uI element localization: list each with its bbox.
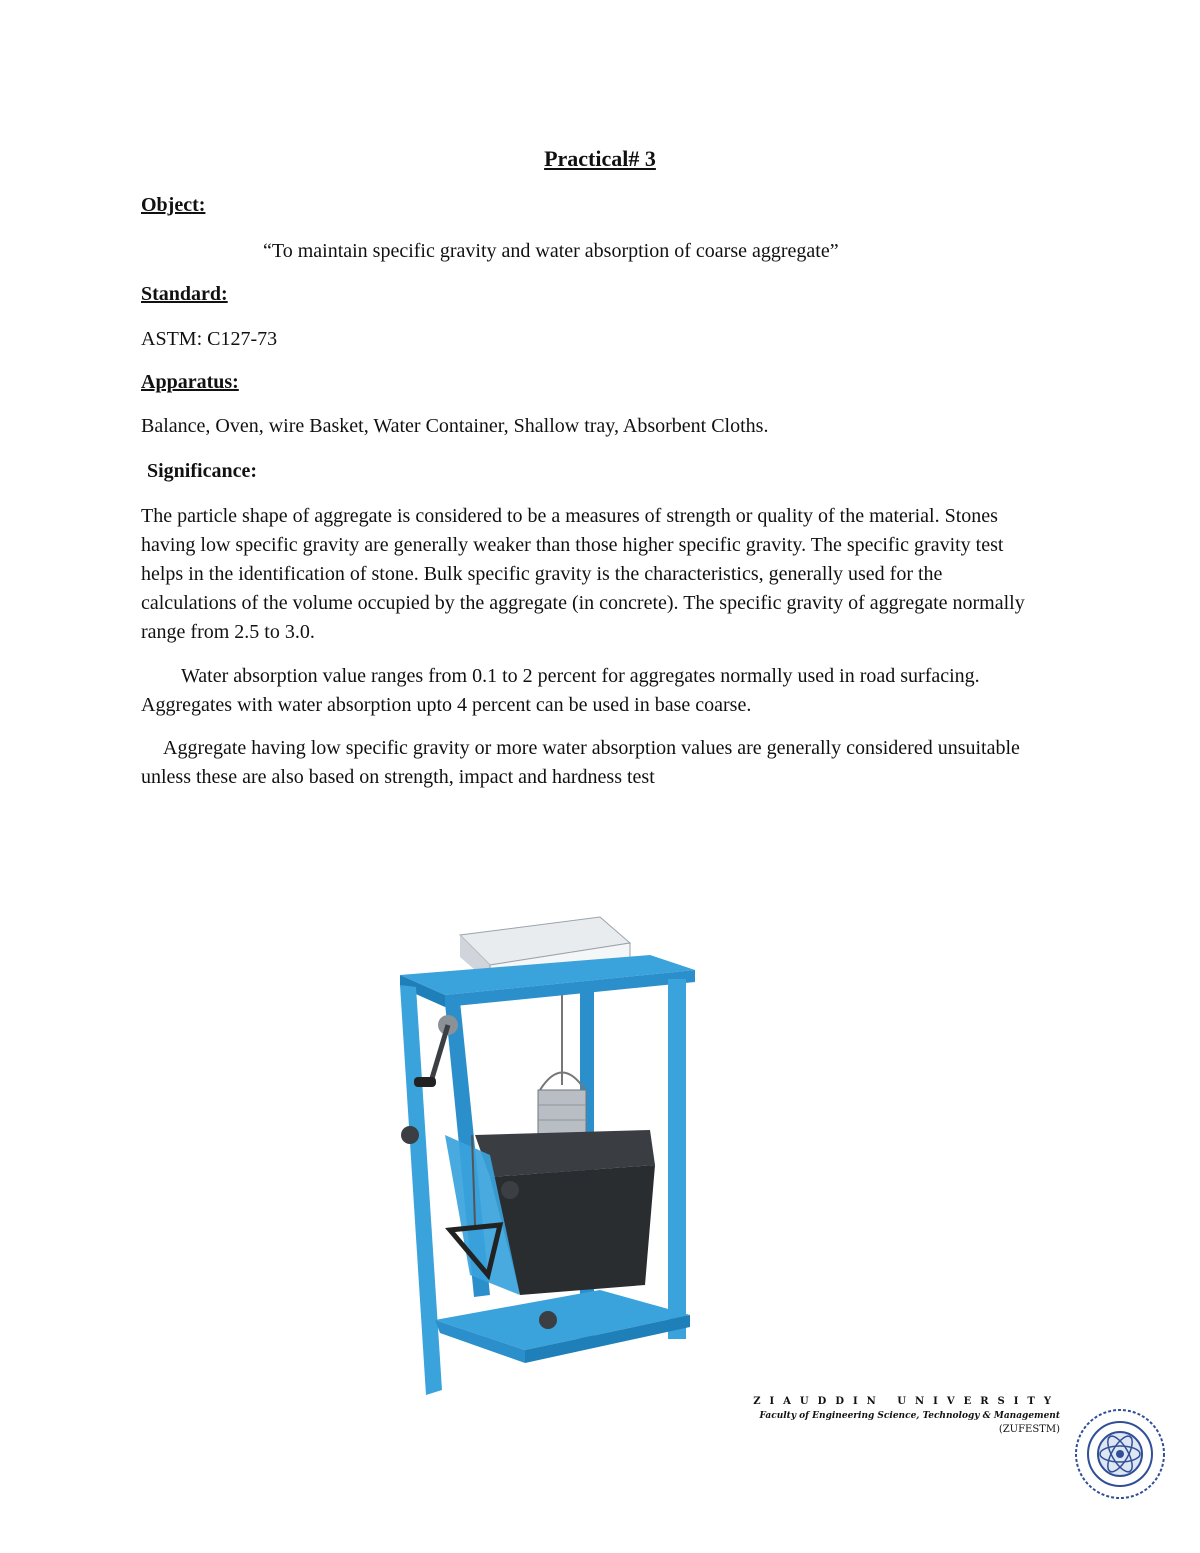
- standard-heading: Standard:: [141, 283, 228, 305]
- object-heading: Object:: [141, 194, 206, 216]
- frame-front-right-leg: [668, 979, 686, 1339]
- apparatus-text: Balance, Oven, wire Basket, Water Container, Shallow tray, Absorbent Cloths.: [141, 415, 769, 437]
- paragraph-text: Water absorption value ranges from 0.1 to 2 percent for aggregates normally used in road surfacing. Aggregates with water absorption upto 4 percent can be used in base coarse.: [141, 665, 980, 716]
- apparatus-heading: Apparatus:: [141, 371, 239, 393]
- significance-heading: Significance:: [147, 460, 257, 482]
- frame-left-leg: [400, 985, 442, 1395]
- paragraph-text: Aggregate having low specific gravity or more water absorption values are generally considered unsuitable unless these are also based on strength, impact and hardness test: [141, 737, 1020, 788]
- crank-handle: [414, 1077, 436, 1087]
- pulley-wheel: [401, 1126, 419, 1144]
- university-footer: [753, 1396, 1060, 1435]
- apparatus-photo: [350, 895, 735, 1440]
- faculty-abbreviation: (ZUFESTM): [998, 1424, 1060, 1435]
- page-title: Practical# 3: [544, 146, 656, 171]
- standard-text: ASTM: C127-73: [141, 328, 278, 350]
- pulley-wheel: [539, 1311, 557, 1329]
- significance-paragraph-1: [141, 502, 1041, 647]
- university-name: ZIAUDDIN UNIVERSITY: [753, 1396, 1060, 1407]
- pulley-wheel: [501, 1181, 519, 1199]
- significance-paragraph-3: [141, 734, 1041, 792]
- crank-arm: [430, 1025, 448, 1085]
- object-text: “To maintain specific gravity and water absorption of coarse aggregate”: [263, 240, 839, 262]
- paragraph-text: The particle shape of aggregate is considered to be a measures of strength or quality of the material. Stones having low specific gravity are generally weaker than those higher specific gravity. The specific gravity test helps in the identification of stone. Bulk specific gravity is the characteristics, generally used for the calculations of the volume occupied by the aggregate (in concrete). The specific gravity of aggregate normally range from 2.5 to 3.0.: [141, 505, 1025, 643]
- university-seal-logo: [1074, 1408, 1166, 1500]
- significance-paragraph-2: [141, 662, 1041, 720]
- faculty-name: Faculty of Engineering Science, Technology & Management: [759, 1411, 1060, 1421]
